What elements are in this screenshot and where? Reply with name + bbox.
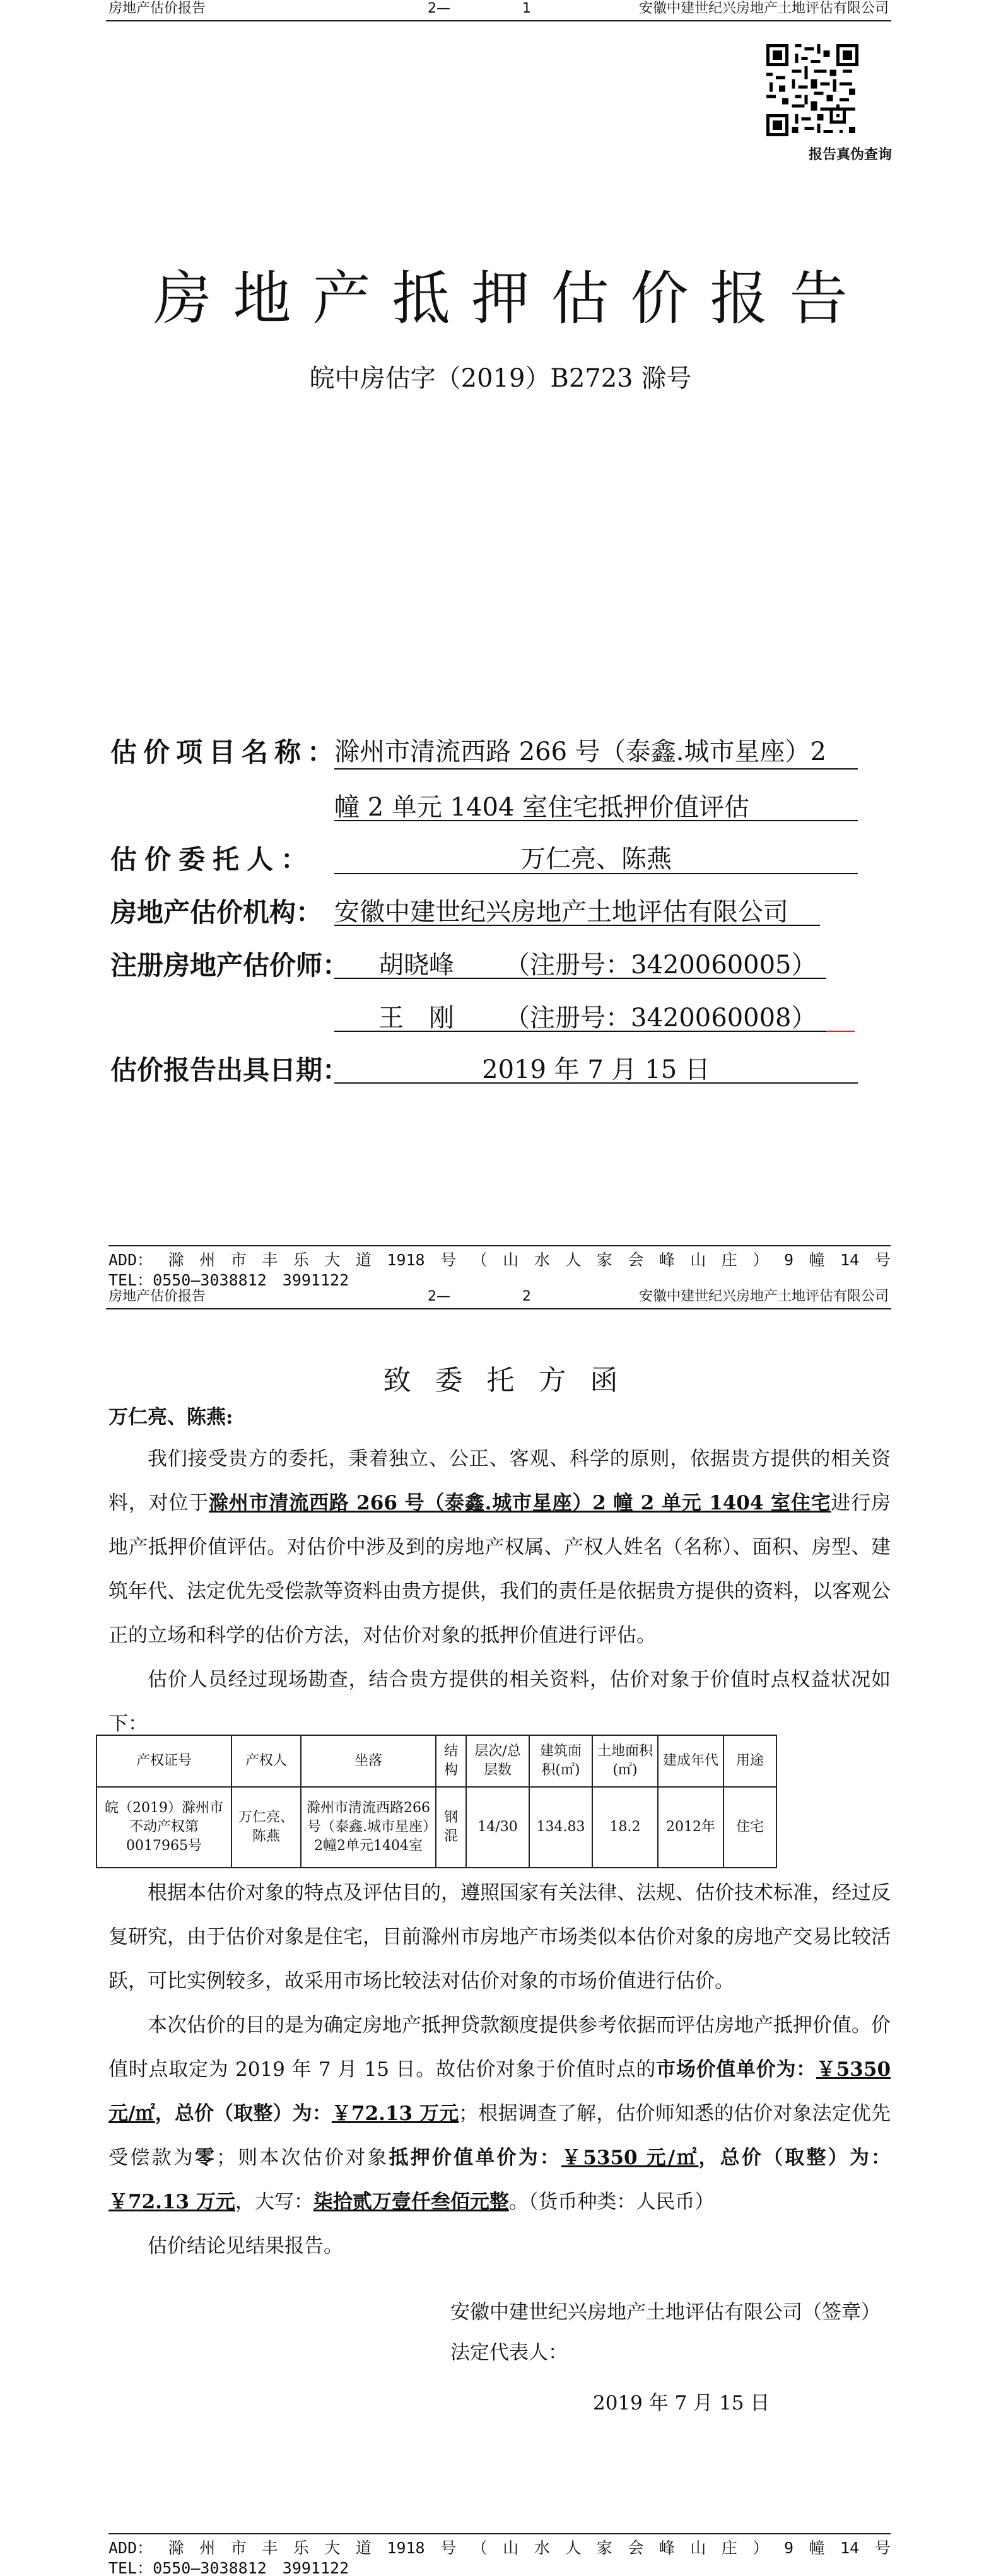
header-right: 安徽中建世纪兴房地产土地评估有限公司 bbox=[638, 1289, 889, 1304]
project-underline-2 bbox=[334, 820, 858, 821]
document-number: 皖中房估字（2019）B2723 滁号 bbox=[309, 364, 692, 393]
paragraph-method: 根据本估价对象的特点及评估目的，遵照国家有关法律、法规、估价技术标准，经过反复研究，由于估价对象是住宅，目前滁州市房地产市场类似本估价对象的房地产交易比较活跃，可比实例较多，故采用市场比较法对估价对象的市场价值进行估价。 bbox=[108, 1882, 891, 1993]
appraiser-2-name: 王 刚 bbox=[378, 1004, 454, 1033]
para4-text-3: ；则本次估价对象 bbox=[216, 2146, 389, 2169]
appraiser-1-underline bbox=[334, 978, 826, 979]
footer-address bbox=[108, 1250, 891, 1270]
addr-part: 山 bbox=[690, 2539, 706, 2557]
addr-part: 市 bbox=[230, 2539, 247, 2557]
client-label: 估价委托人： bbox=[110, 844, 315, 875]
market-unit-price: ￥5350 元/㎡ bbox=[108, 2058, 891, 2125]
signature-date: 2019 年 7 月 15 日 bbox=[593, 2392, 770, 2415]
report-title: 房地产抵押估价报告 bbox=[153, 265, 869, 332]
td-use: 住宅 bbox=[723, 1787, 776, 1868]
project-underline-1 bbox=[334, 768, 858, 770]
date-underline bbox=[334, 1082, 858, 1084]
letter-body-2 bbox=[108, 1871, 891, 2268]
client-underline bbox=[334, 873, 858, 874]
addr-part: 滁 bbox=[168, 1251, 184, 1269]
para4-text-4: ，大写： bbox=[235, 2191, 313, 2213]
project-value-line1: 滁州市清流西路 266 号（泰鑫.城市星座）2 bbox=[334, 737, 826, 766]
addr-part: 14 bbox=[840, 2539, 860, 2557]
para4-text-5: 。（货币种类：人民币） bbox=[508, 2191, 715, 2213]
addr-part: 会 bbox=[628, 1251, 644, 1269]
addr-part: 大 bbox=[324, 2539, 341, 2557]
priority-claim: 零 bbox=[194, 2146, 216, 2169]
date-value: 2019 年 7 月 15 日 bbox=[482, 1055, 710, 1084]
market-total-label: ，总价（取整）为： bbox=[155, 2102, 332, 2125]
client-value: 万仁亮、陈燕 bbox=[520, 845, 672, 874]
addr-part: 家 bbox=[596, 1251, 612, 1269]
th-floor: 层次/总层数 bbox=[466, 1735, 529, 1787]
red-mark bbox=[826, 1031, 855, 1032]
addr-part: 市 bbox=[230, 1251, 247, 1269]
para1-text-b: 进行房地产抵押价值评估。对估价中涉及到的房地产权属、产权人姓名（名称）、面积、房型、建筑年代、法定优先受偿款等资料由贵方提供，我们的责任是依据贵方提供的资料，以客观公正的立场和科学的估价方法，对估价对象的抵押价值进行评估。 bbox=[108, 1492, 891, 1647]
addr-part: 9 bbox=[783, 1251, 794, 1269]
header-right: 安徽中建世纪兴房地产土地评估有限公司 bbox=[638, 1, 889, 16]
addr-part: ADD： bbox=[108, 2539, 153, 2557]
td-land-area: 18.2 bbox=[592, 1787, 658, 1868]
addr-part: 峰 bbox=[659, 1251, 675, 1269]
addr-part: 乐 bbox=[293, 2539, 309, 2557]
footer-address bbox=[108, 2538, 891, 2558]
para1-text-a: 我们接受贵方的委托，秉着独立、公正、客观、科学的原则，依据贵方提供的相关资料，对位于 bbox=[108, 1448, 891, 1514]
addr-part: 幢 bbox=[809, 1251, 825, 1269]
institution-value: 安徽中建世纪兴房地产土地评估有限公司 bbox=[334, 898, 788, 927]
addr-part: 号 bbox=[874, 2539, 891, 2557]
header-left: 房地产估价报告 bbox=[108, 1289, 206, 1304]
addr-part: 道 bbox=[355, 1251, 372, 1269]
property-address: 滁州市清流西路 266 号（泰鑫.城市星座）2 幢 2 单元 1404 室住宅 bbox=[209, 1492, 831, 1514]
addr-part: 人 bbox=[565, 1251, 582, 1269]
page-header bbox=[106, 1288, 891, 1309]
td-cert: 皖（2019）滁州市不动产权第0017965号 bbox=[97, 1787, 231, 1868]
addr-part: 丰 bbox=[262, 1251, 278, 1269]
institution-underline bbox=[334, 925, 820, 926]
letter-body-1 bbox=[108, 1437, 891, 1746]
salutation: 万仁亮、陈燕: bbox=[108, 1406, 233, 1429]
paragraph-survey: 估价人员经过现场勘查，结合贵方提供的相关资料，估价对象于价值时点权益状况如下： bbox=[108, 1668, 891, 1735]
para4-text-2: ；根据调查了解，估价师知悉的估价对象法定优先受偿款为 bbox=[108, 2102, 891, 2169]
th-cert: 产权证号 bbox=[97, 1735, 231, 1787]
footer bbox=[108, 2538, 891, 2576]
footer-tel: TEL：0550—3038812 3991122 bbox=[108, 1271, 349, 1288]
addr-part: （ bbox=[471, 2539, 488, 2557]
addr-part: 山 bbox=[503, 1251, 519, 1269]
addr-part: 会 bbox=[628, 2539, 644, 2557]
table-header-row bbox=[97, 1735, 776, 1787]
amount-in-words: 柒拾贰万壹仟叁佰元整 bbox=[313, 2191, 509, 2213]
th-location: 坐落 bbox=[301, 1735, 436, 1787]
addr-part: 乐 bbox=[293, 1251, 309, 1269]
paragraph-conclusion bbox=[108, 2003, 891, 2224]
addr-part: 家 bbox=[596, 2539, 612, 2557]
th-building-area: 建筑面积(㎡) bbox=[529, 1735, 592, 1787]
market-total-price: ￥72.13 万元 bbox=[331, 2102, 459, 2125]
th-use: 用途 bbox=[723, 1735, 776, 1787]
header-page-number: 1 bbox=[522, 1, 531, 16]
td-location: 滁州市清流西路266号（泰鑫.城市星座）2幢2单元1404室 bbox=[301, 1787, 436, 1868]
addr-part: 州 bbox=[199, 1251, 216, 1269]
addr-part: ） bbox=[752, 2539, 769, 2557]
td-owner: 万仁亮、陈燕 bbox=[231, 1787, 301, 1868]
para4-text-1: 本次估价的目的是为确定房地产抵押贷款额度提供参考依据而评估房地产抵押价值。价值时点取定为 2019 年 7 月 15 日。故估价对象于价值时点的 bbox=[108, 2014, 891, 2081]
addr-part: 号 bbox=[440, 2539, 457, 2557]
addr-part: 人 bbox=[565, 2539, 582, 2557]
project-value-line2: 幢 2 单元 1404 室住宅抵押价值评估 bbox=[334, 793, 750, 822]
property-table bbox=[96, 1735, 777, 1868]
th-structure: 结构 bbox=[436, 1735, 466, 1787]
header-left: 房地产估价报告 bbox=[108, 1, 206, 16]
qr-code-icon[interactable] bbox=[766, 44, 858, 136]
addr-part: 水 bbox=[534, 2539, 550, 2557]
header-page-prefix: 2— bbox=[428, 1, 450, 16]
addr-part: （ bbox=[471, 1251, 488, 1269]
header-page-number: 2 bbox=[522, 1289, 531, 1304]
addr-part: 号 bbox=[440, 1251, 457, 1269]
addr-part: 道 bbox=[355, 2539, 372, 2557]
addr-part: 大 bbox=[324, 1251, 341, 1269]
table-row bbox=[97, 1787, 776, 1868]
addr-part: ADD： bbox=[108, 1251, 153, 1269]
market-unit-label: 市场价值单价为： bbox=[656, 2058, 816, 2081]
th-owner: 产权人 bbox=[231, 1735, 301, 1787]
addr-part: 1918 bbox=[387, 2539, 425, 2557]
qr-caption: 报告真伪查询 bbox=[809, 147, 893, 163]
addr-part: 水 bbox=[534, 1251, 550, 1269]
mortgage-total-price: ￥72.13 万元 bbox=[108, 2191, 235, 2213]
mortgage-total-label: ，总价（取整）为： bbox=[698, 2146, 891, 2169]
addr-part: 州 bbox=[199, 2539, 216, 2557]
td-year: 2012年 bbox=[658, 1787, 723, 1868]
addr-part: 号 bbox=[874, 1251, 891, 1269]
footer-rule bbox=[108, 1245, 891, 1246]
th-year: 建成年代 bbox=[658, 1735, 723, 1787]
appraiser-label: 注册房地产估价师： bbox=[110, 950, 349, 981]
appraiser-2-underline bbox=[334, 1031, 826, 1032]
addr-part: 山 bbox=[690, 1251, 706, 1269]
paragraph-see-report: 估价结论见结果报告。 bbox=[148, 2235, 343, 2257]
paragraph-commission bbox=[108, 1437, 891, 1658]
addr-part: 1918 bbox=[387, 1251, 425, 1269]
addr-part: 丰 bbox=[262, 2539, 278, 2557]
td-floor: 14/30 bbox=[466, 1787, 529, 1868]
footer-rule bbox=[108, 2533, 891, 2534]
addr-part: 14 bbox=[840, 1251, 860, 1269]
addr-part: ） bbox=[752, 1251, 769, 1269]
addr-part: 庄 bbox=[721, 1251, 737, 1269]
td-structure: 钢混 bbox=[436, 1787, 466, 1868]
footer bbox=[108, 1250, 891, 1288]
header-page-prefix: 2— bbox=[428, 1289, 450, 1304]
institution-label: 房地产估价机构： bbox=[110, 897, 323, 928]
addr-part: 庄 bbox=[721, 2539, 737, 2557]
appraiser-1-name: 胡晓峰 bbox=[378, 951, 454, 980]
footer-tel: TEL：0550—3038812 3991122 bbox=[108, 2559, 349, 2576]
page-header bbox=[106, 0, 891, 21]
th-land-area: 土地面积(㎡) bbox=[592, 1735, 658, 1787]
date-label: 估价报告出具日期： bbox=[110, 1055, 349, 1086]
mortgage-unit-label: 抵押价值单价为： bbox=[389, 2146, 562, 2169]
signature-company: 安徽中建世纪兴房地产土地评估有限公司（签章） bbox=[450, 2301, 881, 2324]
td-building-area: 134.83 bbox=[529, 1787, 592, 1868]
addr-part: 山 bbox=[503, 2539, 519, 2557]
appraiser-2-reg: （注册号：3420060008） bbox=[505, 1004, 817, 1033]
signature-representative: 法定代表人： bbox=[450, 2341, 568, 2364]
appraiser-1-reg: （注册号：3420060005） bbox=[505, 951, 817, 980]
mortgage-unit-price: ￥5350 元/㎡ bbox=[561, 2146, 699, 2169]
letter-title: 致委托方函 bbox=[383, 1364, 642, 1396]
addr-part: 9 bbox=[783, 2539, 794, 2557]
addr-part: 滁 bbox=[168, 2539, 184, 2557]
addr-part: 幢 bbox=[809, 2539, 825, 2557]
addr-part: 峰 bbox=[659, 2539, 675, 2557]
project-label: 估价项目名称： bbox=[110, 737, 341, 768]
